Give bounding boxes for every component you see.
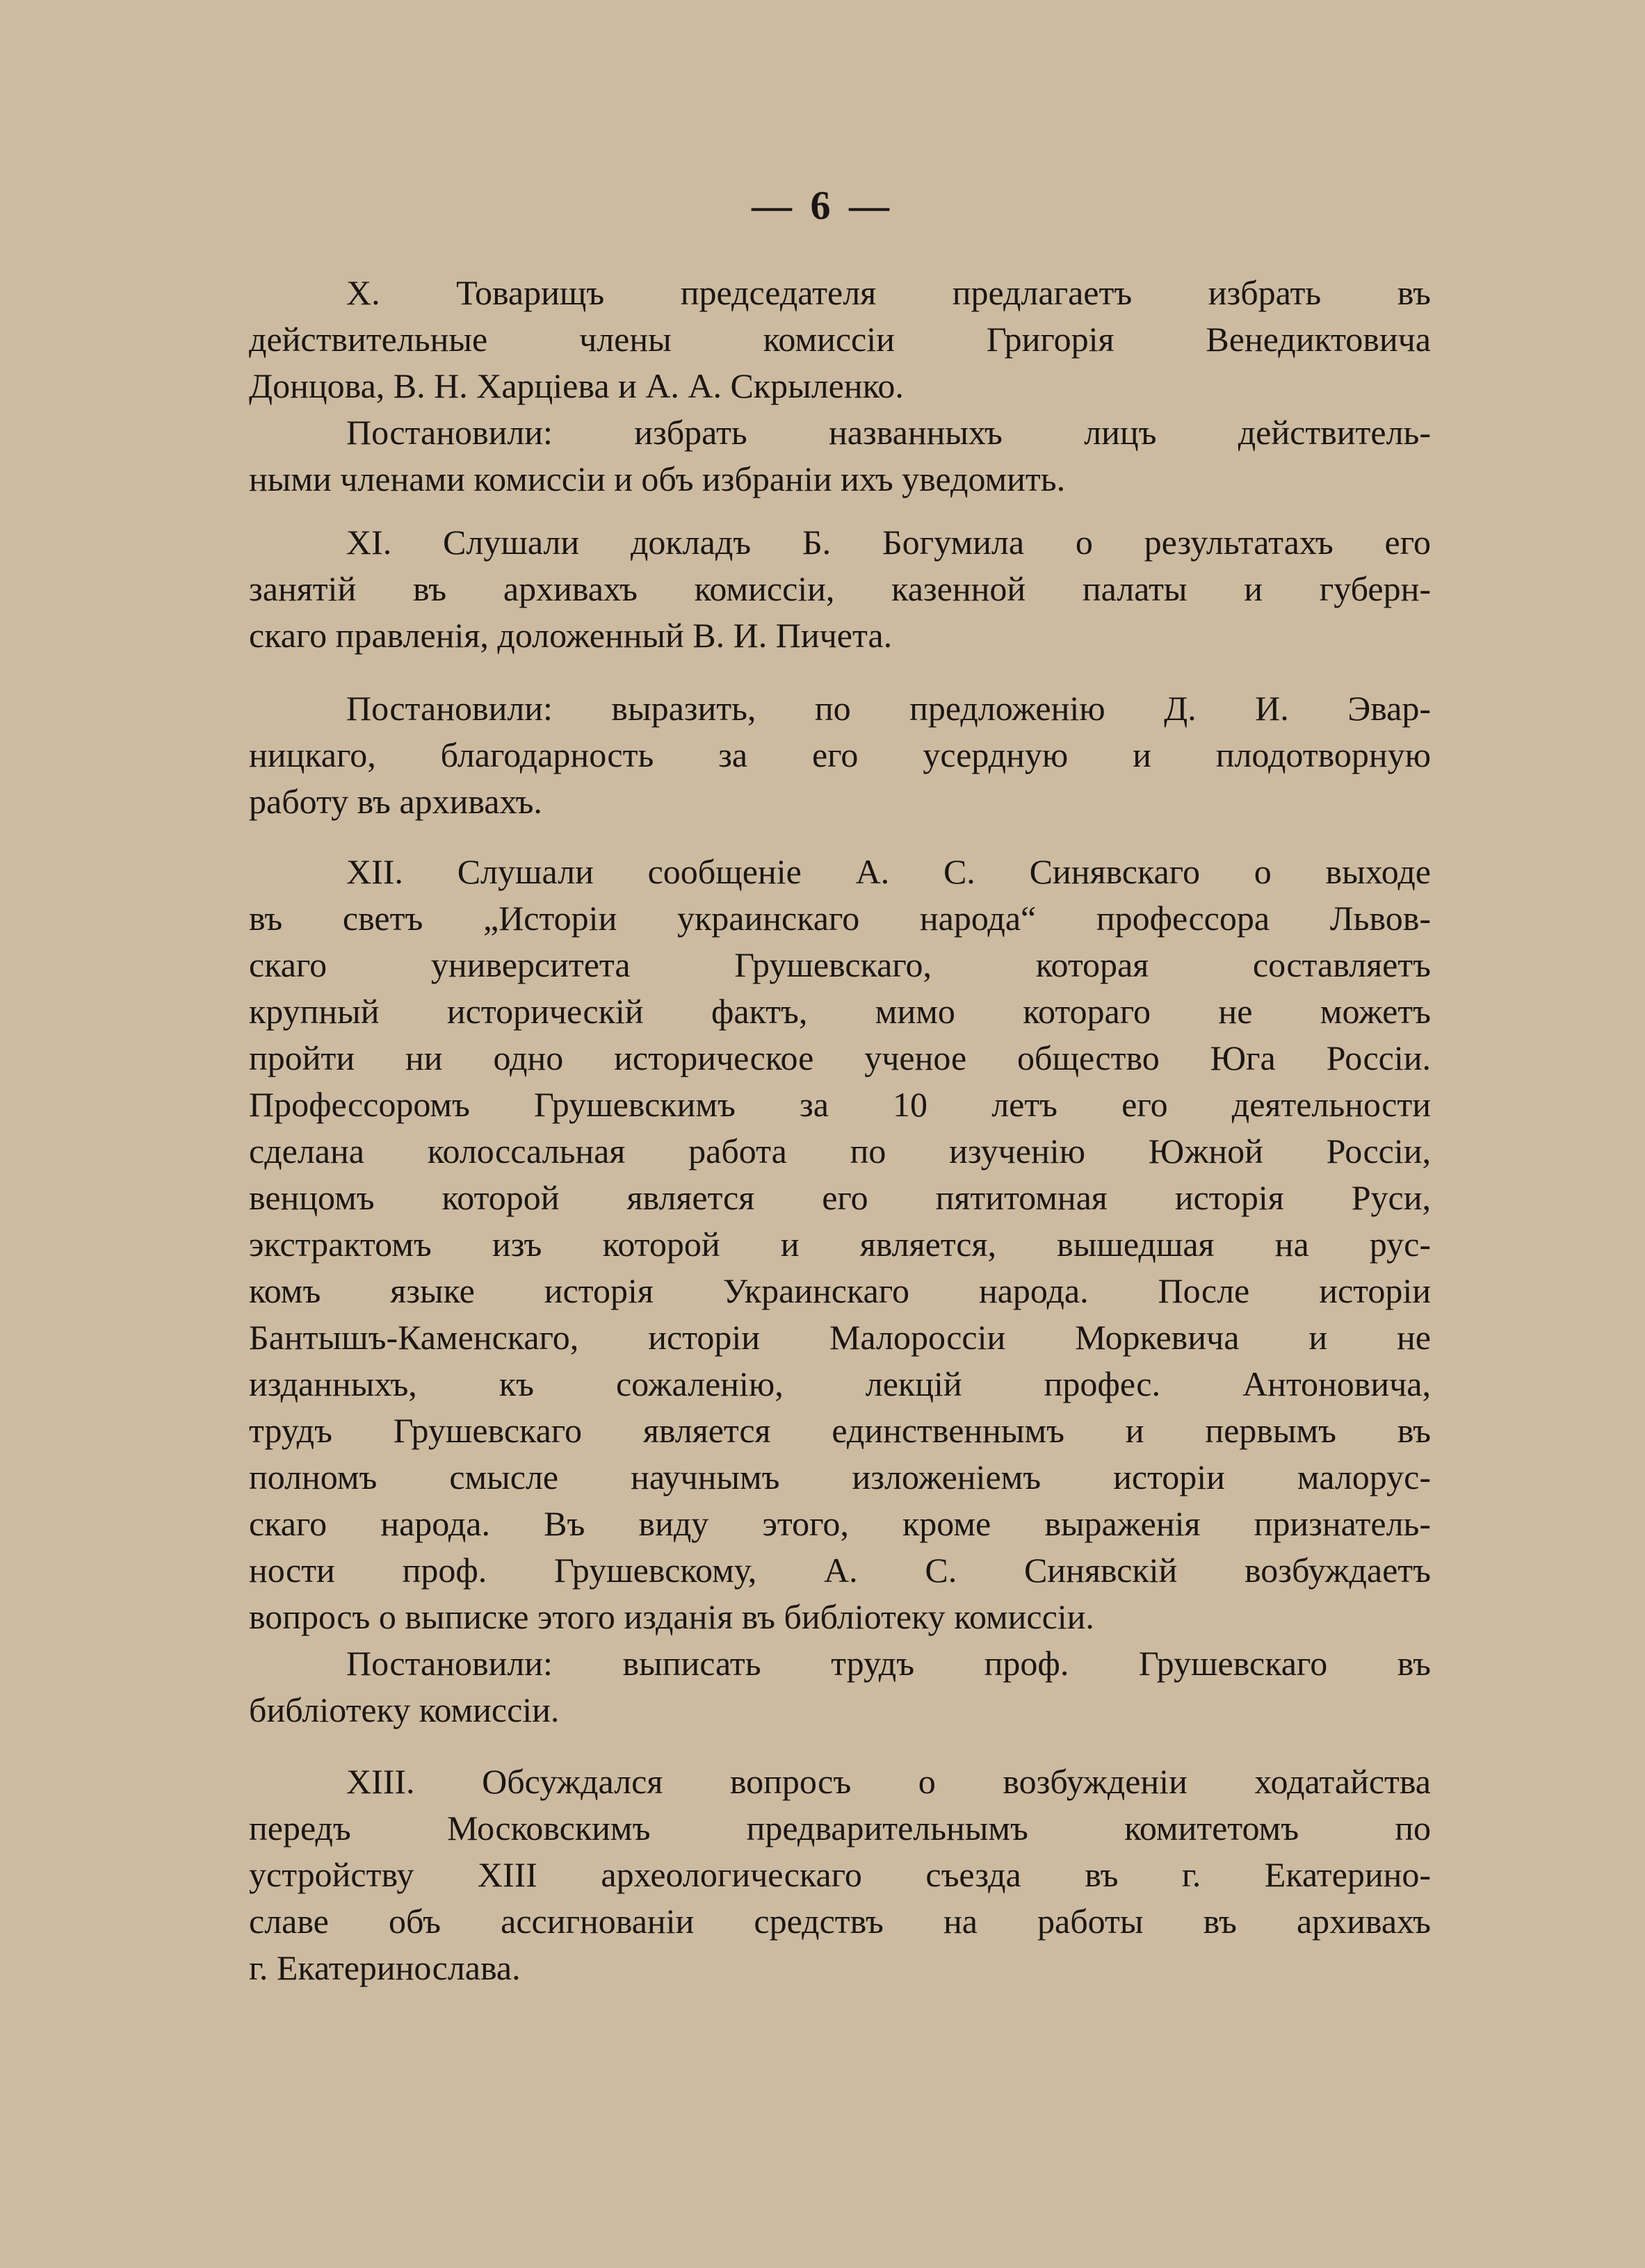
text-line: скаго правленiя, доложенный В. И. Пичета. <box>249 616 893 655</box>
paragraph-item-xiii <box>249 1759 1431 1991</box>
text-line: действительные члены комиссiи Григорiя Венедиктовича <box>249 320 1431 359</box>
text-line: занятiй въ архивахъ комиссiи, казенной палаты и губерн- <box>249 569 1431 608</box>
text-line: славе объ ассигнованiи средствъ на работы въ архивахъ <box>249 1902 1431 1941</box>
resolution-xi <box>249 685 1431 825</box>
text-line: крупный историческiй фактъ, мимо котораго не можетъ <box>249 992 1431 1031</box>
text-line: передъ Московскимъ предварительнымъ комитетомъ по <box>249 1809 1431 1847</box>
text-line: ности проф. Грушевскому, А. С. Синявскiй возбуждаетъ <box>249 1551 1431 1590</box>
resolution-xii <box>249 1640 1431 1733</box>
text-line: Донцова, В. Н. Харцiева и А. А. Скрыленко. <box>249 366 904 405</box>
text-line: XI. Слушали докладъ Б. Богумила о результатахъ его <box>346 523 1431 562</box>
text-line: Постановили: выписать трудъ проф. Грушевскаго въ <box>346 1644 1431 1683</box>
resolution-x <box>249 409 1431 503</box>
text-line: библiотеку комиссiи. <box>249 1690 560 1729</box>
text-line: Профессоромъ Грушевскимъ за 10 летъ его деятельности <box>249 1085 1431 1124</box>
text-line: устройству XIII археологическаго съезда въ г. Екатерино- <box>249 1855 1431 1894</box>
page-number: — 6 — <box>752 183 893 228</box>
text-line: Постановили: выразить, по предложенiю Д. И. Эвар- <box>346 689 1431 728</box>
text-line: ными членами комиссiи и объ избранiи ихъ уведомить. <box>249 459 1066 498</box>
text-line: венцомъ которой является его пятитомная исторiя Руси, <box>249 1178 1431 1217</box>
text-line: скаго университета Грушевскаго, которая составляетъ <box>249 945 1431 984</box>
paragraph-item-x <box>249 270 1431 409</box>
text-line: пройти ни одно историческое ученое общество Юга Россiи. <box>249 1038 1431 1077</box>
text-line: г. Екатеринослава. <box>249 1948 521 1987</box>
text-line: трудъ Грушевскаго является единственнымъ и первымъ въ <box>249 1411 1431 1450</box>
text-line: XIII. Обсуждался вопросъ о возбужденiи ходатайства <box>346 1762 1431 1801</box>
text-line: скаго народа. Въ виду этого, кроме выраженiя признатель- <box>249 1504 1431 1543</box>
text-line: комъ языке исторiя Украинскаго народа. После исторiи <box>249 1271 1431 1310</box>
text-line: ницкаго, благодарность за его усердную и плодотворную <box>249 735 1431 774</box>
text-line: сделана колоссальная работа по изученiю Южной Россiи, <box>249 1132 1431 1170</box>
text-line: Бантышъ-Каменскаго, исторiи Малороссiи Моркевича и не <box>249 1318 1431 1357</box>
text-line: X. Товарищъ председателя предлагаетъ избрать въ <box>346 273 1431 312</box>
text-line: работу въ архивахъ. <box>249 782 542 821</box>
text-line: XII. Слушали сообщенiе А. С. Синявскаго о выходе <box>346 852 1431 891</box>
paragraph-item-xii <box>249 849 1431 1640</box>
text-line: въ светъ „Исторiи украинскаго народа“ профессора Львов- <box>249 899 1431 938</box>
text-line: полномъ смысле научнымъ изложенiемъ исторiи малорус- <box>249 1458 1431 1496</box>
text-line: изданныхъ, къ сожаленiю, лекцiй профес. Антоновича, <box>249 1364 1431 1403</box>
document-body <box>249 270 1431 1991</box>
text-line: вопросъ о выписке этого изданiя въ библiотеку комиссiи. <box>249 1597 1094 1636</box>
text-line: Постановили: избрать названныхъ лицъ действитель- <box>346 413 1431 452</box>
paragraph-item-xi <box>249 519 1431 659</box>
text-line: экстрактомъ изъ которой и является, вышедшая на рус- <box>249 1225 1431 1264</box>
